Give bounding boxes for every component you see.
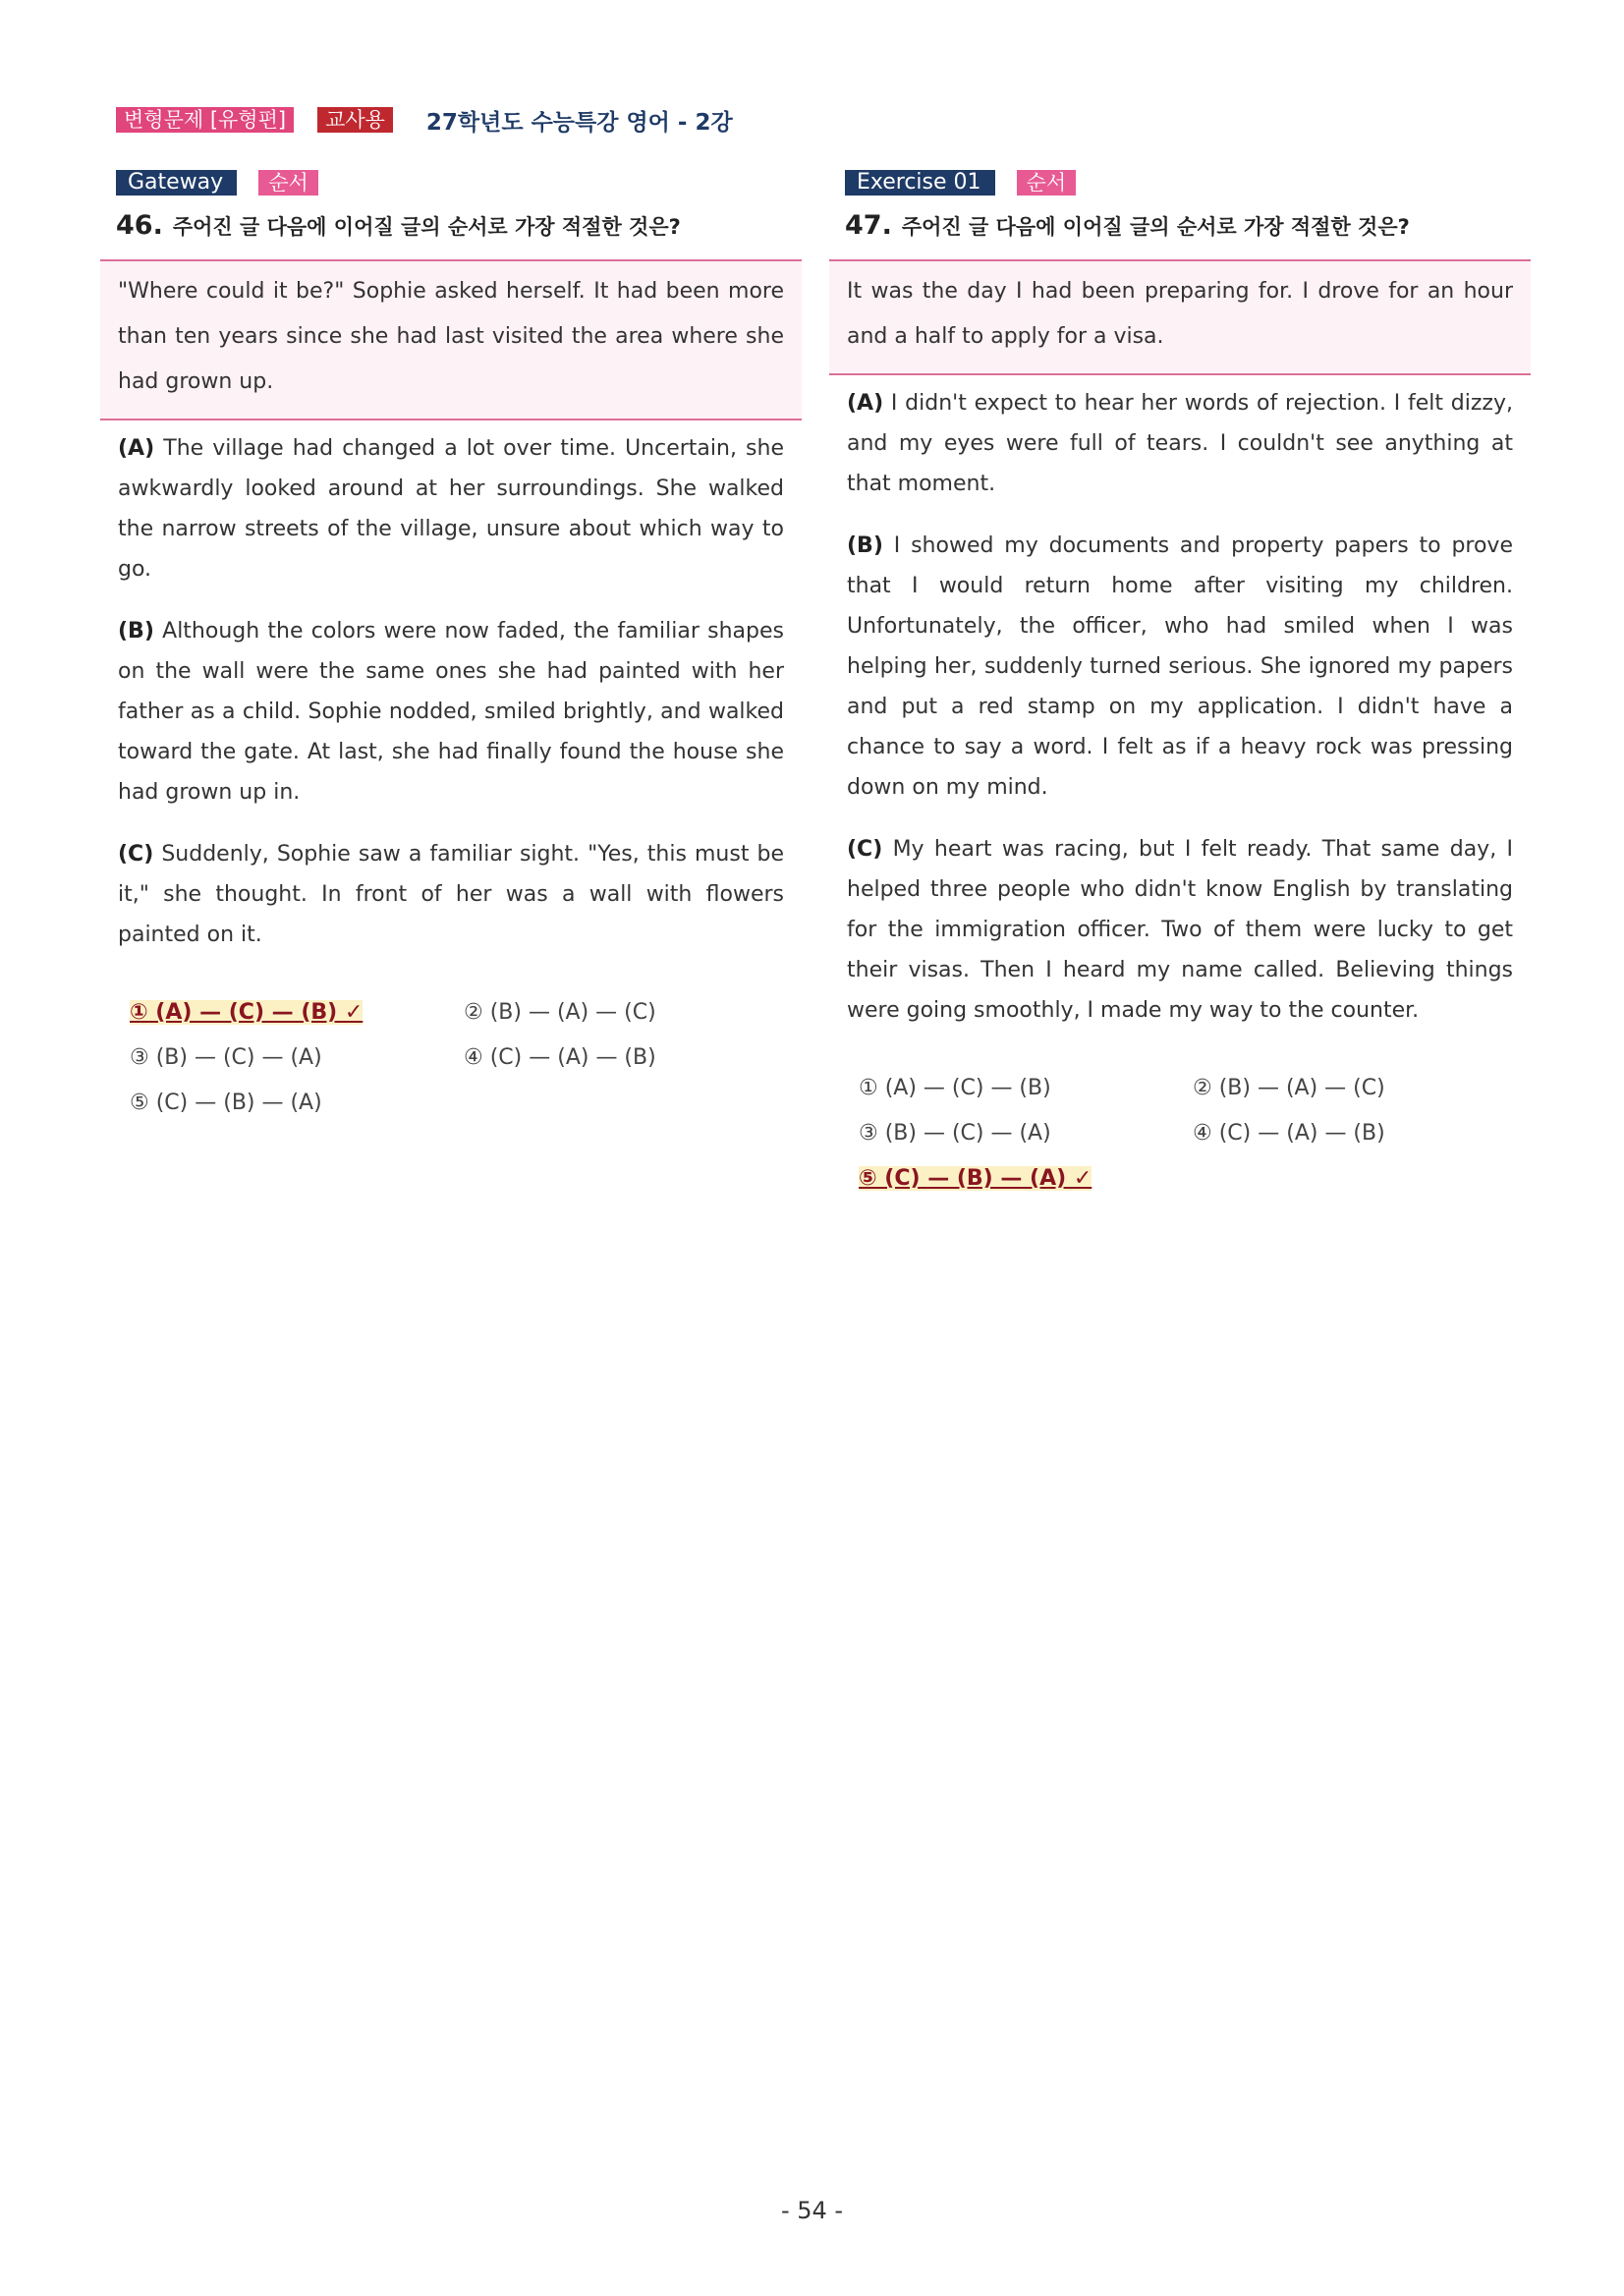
- page-header: [116, 104, 733, 136]
- option-1[interactable]: ① (A) — (C) — (B): [859, 1076, 1051, 1100]
- answer-options: [829, 1066, 1531, 1202]
- question-text: 주어진 글 다음에 이어질 글의 순서로 가장 적절한 것은?: [901, 215, 1410, 239]
- order-type-label: 순서: [1017, 170, 1077, 196]
- option-3[interactable]: ③ (B) — (C) — (A): [859, 1121, 1051, 1146]
- question-number: 47.: [845, 210, 892, 241]
- variant-type-tag: 변형문제 [유형편]: [116, 107, 294, 133]
- option-3[interactable]: ③ (B) — (C) — (A): [130, 1045, 322, 1070]
- passage-text: My heart was racing, but I felt ready. That same day, I helped three people who didn't know English by translating for the immigration officer. Two of them were lucky to get their visas. Then I heard my name called. Believing things were going smoothly, I made my way to the counter.: [847, 837, 1513, 1023]
- page-number: - 54 -: [780, 2197, 844, 2224]
- option-5[interactable]: ⑤ (C) — (B) — (A): [130, 1091, 322, 1115]
- passage-marker: (B): [847, 533, 883, 558]
- option-4[interactable]: ④ (C) — (A) — (B): [1193, 1121, 1385, 1146]
- passage-a: [847, 383, 1513, 504]
- passage-blocks: [100, 428, 802, 955]
- option-row: [130, 990, 802, 1036]
- passage-marker: (A): [847, 391, 884, 416]
- passage-blocks: [829, 383, 1531, 1031]
- option-row: [130, 1081, 802, 1126]
- option-row: [130, 1036, 802, 1081]
- gateway-label: Gateway: [116, 170, 237, 196]
- passage-text: The village had changed a lot over time. Uncertain, she awkwardly looked around at her surroundings. She walked the narrow streets of the village, unsure about which way to go.: [118, 436, 784, 582]
- option-4[interactable]: ④ (C) — (A) — (B): [464, 1045, 656, 1070]
- option-row: [859, 1066, 1531, 1111]
- passage-marker: (B): [118, 619, 154, 644]
- teacher-tag: 교사용: [317, 107, 393, 133]
- option-2[interactable]: ② (B) — (A) — (C): [1193, 1076, 1385, 1100]
- passage-marker: (A): [118, 436, 155, 461]
- option-1-correct[interactable]: [130, 990, 464, 1036]
- question-prompt: [100, 208, 802, 244]
- option-2[interactable]: ② (B) — (A) — (C): [464, 1000, 656, 1025]
- passage-a: [118, 428, 784, 589]
- intro-passage: It was the day I had been preparing for. I drove for an hour and a half to apply for a visa.: [829, 259, 1531, 375]
- option-row: [859, 1111, 1531, 1156]
- option-row: [859, 1156, 1531, 1202]
- question-labels: [100, 169, 802, 196]
- question-text: 주어진 글 다음에 이어질 글의 순서로 가장 적절한 것은?: [172, 215, 681, 239]
- question-47: [829, 169, 1531, 1202]
- page-title: 27학년도 수능특강 영어 - 2강: [425, 109, 733, 136]
- passage-text: Suddenly, Sophie saw a familiar sight. "Yes, this must be it," she thought. In front of her was a wall with flowers painted on it.: [118, 842, 784, 947]
- option-5-correct[interactable]: [859, 1156, 1193, 1202]
- exercise-label: Exercise 01: [845, 170, 995, 196]
- answer-options: [100, 990, 802, 1126]
- passage-text: I didn't expect to hear her words of rejection. I felt dizzy, and my eyes were full of tears. I couldn't see anything at that moment.: [847, 391, 1513, 496]
- passage-marker: (C): [847, 837, 883, 862]
- passage-marker: (C): [118, 842, 154, 867]
- question-46: [100, 169, 802, 1126]
- passage-text: Although the colors were now faded, the familiar shapes on the wall were the same ones she had painted with her father as a child. Sophie nodded, smiled brightly, and walked toward the gate. At last, she had finally found the house she had grown up in.: [118, 619, 784, 805]
- passage-c: [847, 829, 1513, 1031]
- question-prompt: [829, 208, 1531, 244]
- passage-c: [118, 834, 784, 955]
- intro-passage: "Where could it be?" Sophie asked herself. It had been more than ten years since she had last visited the area where she had grown up.: [100, 259, 802, 420]
- passage-b: [847, 526, 1513, 808]
- order-type-label: 순서: [258, 170, 318, 196]
- question-number: 46.: [116, 210, 163, 241]
- passage-text: I showed my documents and property papers to prove that I would return home after visiting my children. Unfortunately, the officer, who had smiled when I was helping her, suddenly turned serious. She ignored my papers and put a red stamp on my application. I didn't have a chance to say a word. I felt as if a heavy rock was pressing down on my mind.: [847, 533, 1513, 800]
- question-labels: [829, 169, 1531, 196]
- option-text: ⑤ (C) — (B) — (A) ✓: [859, 1166, 1092, 1191]
- option-text: ① (A) — (C) — (B) ✓: [130, 1000, 364, 1025]
- passage-b: [118, 611, 784, 812]
